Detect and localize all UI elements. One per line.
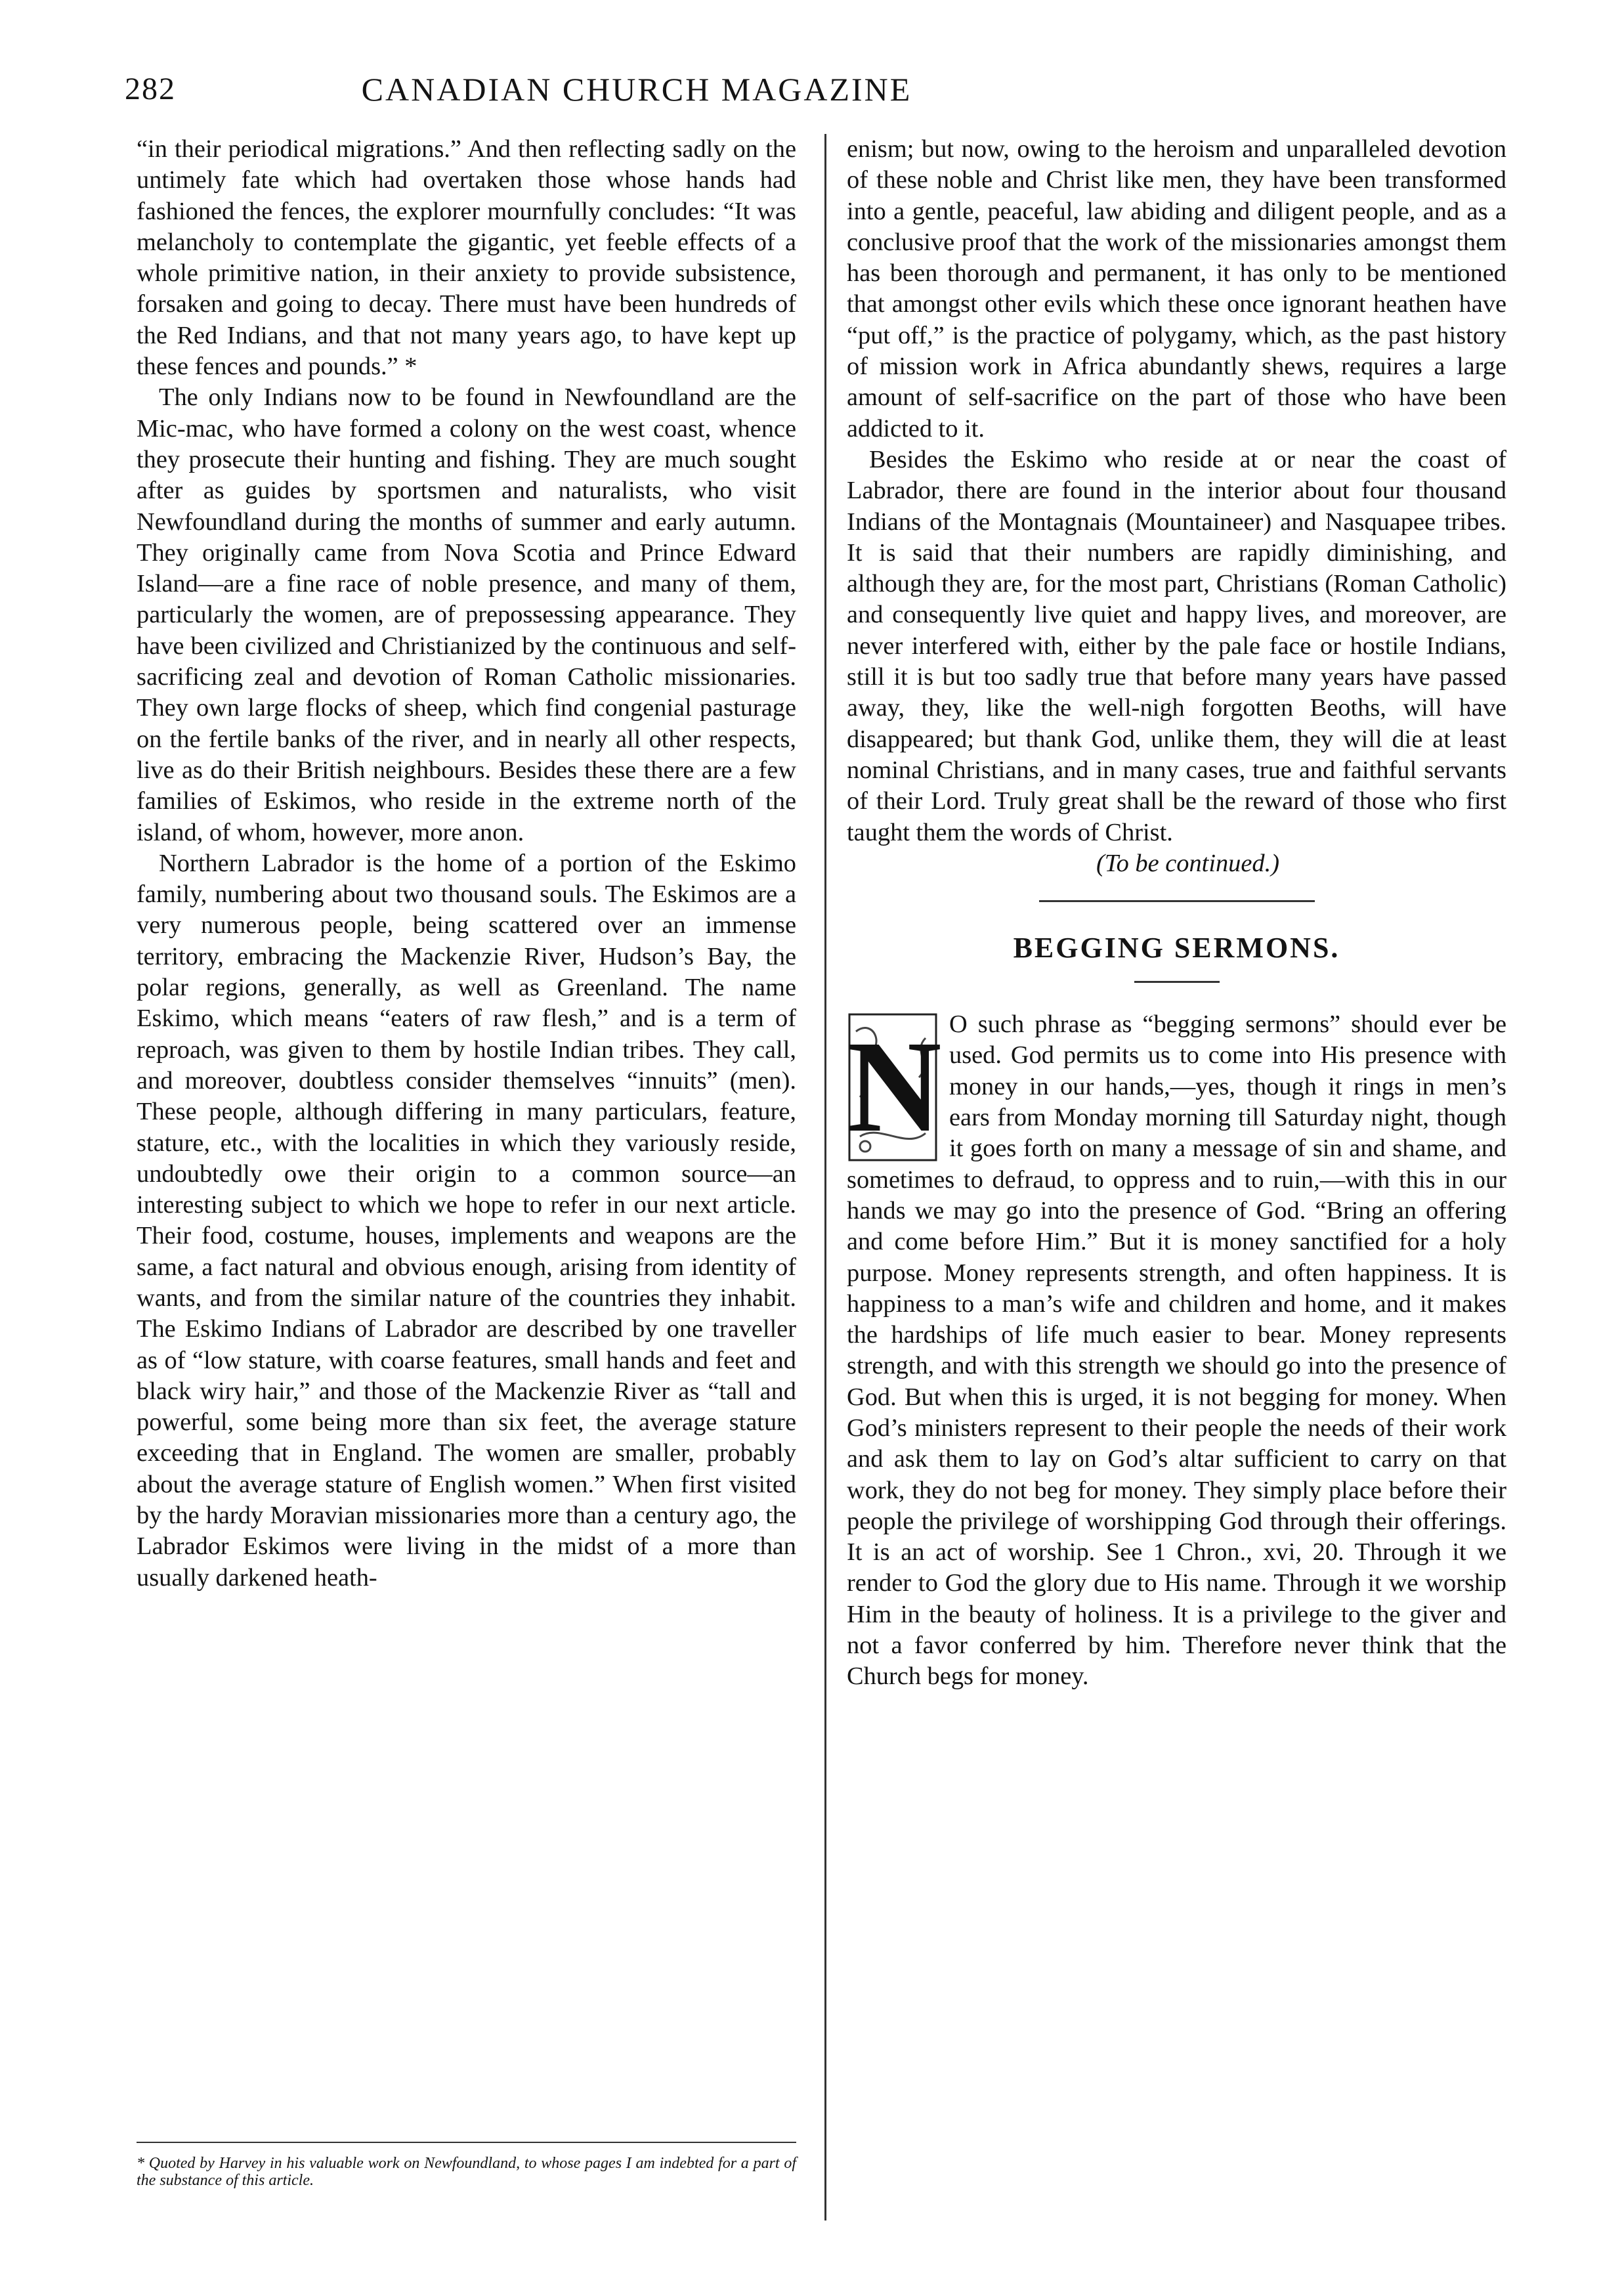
section-title: BEGGING SERMONS. bbox=[1013, 932, 1340, 964]
running-title: CANADIAN CHURCH MAGAZINE bbox=[361, 71, 912, 108]
left-paragraph-1: “in their periodical migrations.” And then reflecting sadly on the untimely fate which had overtaken those whose hands had fashioned the fences, the explorer mournfully concludes: “It was melancholy to contemplate the gigantic, yet feeble effects of a whole primitive nation, in their anxiety to provide subsistence, forsaken and going to decay. There must have been hundreds of the Red Indians, and that not many years ago, to have kept up these fences and pounds.” * bbox=[137, 135, 796, 381]
article-body bbox=[847, 1009, 1506, 1693]
left-column bbox=[137, 134, 796, 1593]
column-divider bbox=[824, 134, 826, 2220]
page-header bbox=[125, 63, 1149, 116]
right-paragraph-2: Besides the Eskimo who reside at or near the coast of Labrador, there are found in the interior about four thousand Indians of the Montagnais (Mountaineer) and Nasquapee tribes. It is said that their numbers are rapidly diminishing, and although they are, for the most part, Christians (Roman Catholic) and consequently live quiet and happy lives, and moreover, are never interfered with, either by the pale face or hostile Indians, still it is but too sadly true that before many years have passed away, they, like the well-nigh forgotten Beoths, will have disappeared; but thank God, unlike them, they will die at least nominal Christians, and in many cases, true and faithful servants of their Lord. Truly great shall be the reward of those who first taught them the words of Christ. bbox=[847, 445, 1506, 846]
left-paragraph-2: The only Indians now to be found in Newfoundland are the Mic-mac, who have formed a colony on the west coast, whence they prosecute their hunting and fishing. They are much sought after as guides by sportsmen and naturalists, who visit Newfoundland during the months of summer and early autumn. They originally came from Nova Scotia and Prince Edward Island—are a fine race of noble presence, and many of them, particularly the women, are of prepossessing appearance. They have been civilized and Christianized by the continuous and self-sacrificing zeal and devotion of Roman Catholic missionaries. They own large flocks of sheep, which find congenial pasturage on the fertile banks of the river, and in nearly all other respects, live as do their British neighbours. Besides these there are a few families of Eskimos, who reside in the extreme north of the island, of whom, however, more anon. bbox=[137, 383, 796, 846]
right-column bbox=[847, 134, 1506, 1693]
right-paragraph-3: O such phrase as “begging sermons” should ever be used. God permits us to come into His presence with money in our hands,—yes, though it rings in men’s ears from Monday morning till Saturday night, though it goes forth on many a message of sin and shame, and sometimes to defraud, to oppress and to ruin,—with this in our hands we may go into the presence of God. “Bring an offering and come before Him.” But it is money sanctified for a holy purpose. Money represents strength, and often happiness. It is happiness to a man’s wife and children and home, and it makes the hardships of life much easier to bear. Money represents strength, and with this strength we should go into the presence of God. But when this is urged, it is not begging for money. When God’s ministers represent to their people the needs of their work and ask them to lay on God’s altar sufficient to carry on that work, they do not beg for money. They simply place before their people the privilege of worshipping God through their offerings. It is an act of worship. See 1 Chron., xvi, 20. Through it we render to God the glory due to His name. Through it we worship Him in the beauty of holiness. It is a privilege to the giver and not a favor conferred by him. Therefore never think that the Church begs for money. bbox=[847, 1010, 1506, 1691]
to-be-continued: (To be continued.) bbox=[1096, 849, 1279, 877]
dropcap-letter: N bbox=[847, 1014, 942, 1160]
section-divider bbox=[1039, 900, 1315, 902]
ornamental-dropcap bbox=[847, 1012, 942, 1163]
footnote: * Quoted by Harvey in his valuable work on Newfoundland, to whose pages I am indebted for a part of the substance of this article. bbox=[137, 2155, 796, 2189]
footnote-rule bbox=[137, 2142, 796, 2143]
title-underline bbox=[1134, 981, 1220, 983]
left-paragraph-3: Northern Labrador is the home of a portion of the Eskimo family, numbering about two thousand souls. The Eskimos are a very numerous people, being scattered over an immense territory, embracing the Mackenzie River, Hudson’s Bay, the polar regions, generally, as well as Greenland. The name Eskimo, which means “eaters of raw flesh,” and is a term of reproach, was given to them by hostile Indian tribes. They call, and moreover, doubtless consider themselves “innuits” (men). These people, although differing in many particulars, feature, stature, etc., with the localities in which they variously reside, undoubtedly owe their origin to a common source—an interesting subject to which we hope to refer in our next article. Their food, costume, houses, implements and weapons are the same, a fact natural and obvious enough, arising from identity of wants, and from the similar nature of the countries they inhabit. The Eskimo Indians of Labrador are described by one traveller as of “low stature, with coarse features, small hands and feet and black wiry hair,” and those of the Mackenzie River as “tall and powerful, some being more than six feet, the average stature exceeding that in England. The women are smaller, probably about the average stature of English women.” When first visited by the hardy Moravian missionaries more than a century ago, the Labrador Eskimos were living in the midst of a more than usually darkened heath- bbox=[137, 849, 796, 1592]
page-number: 282 bbox=[125, 72, 176, 106]
right-paragraph-1: enism; but now, owing to the heroism and unparalleled devotion of these noble and Christ like men, they have been transformed into a gentle, peaceful, law abiding and diligent people, and as a conclusive proof that the work of the missionaries amongst them has been thorough and permanent, it has only to be mentioned that amongst other evils which these once ignorant heathen have “put off,” is the practice of polygamy, which, as the past history of mission work in Africa abundantly shews, requires a large amount of self-sacrifice on the part of those who have been addicted to it. bbox=[847, 135, 1506, 443]
